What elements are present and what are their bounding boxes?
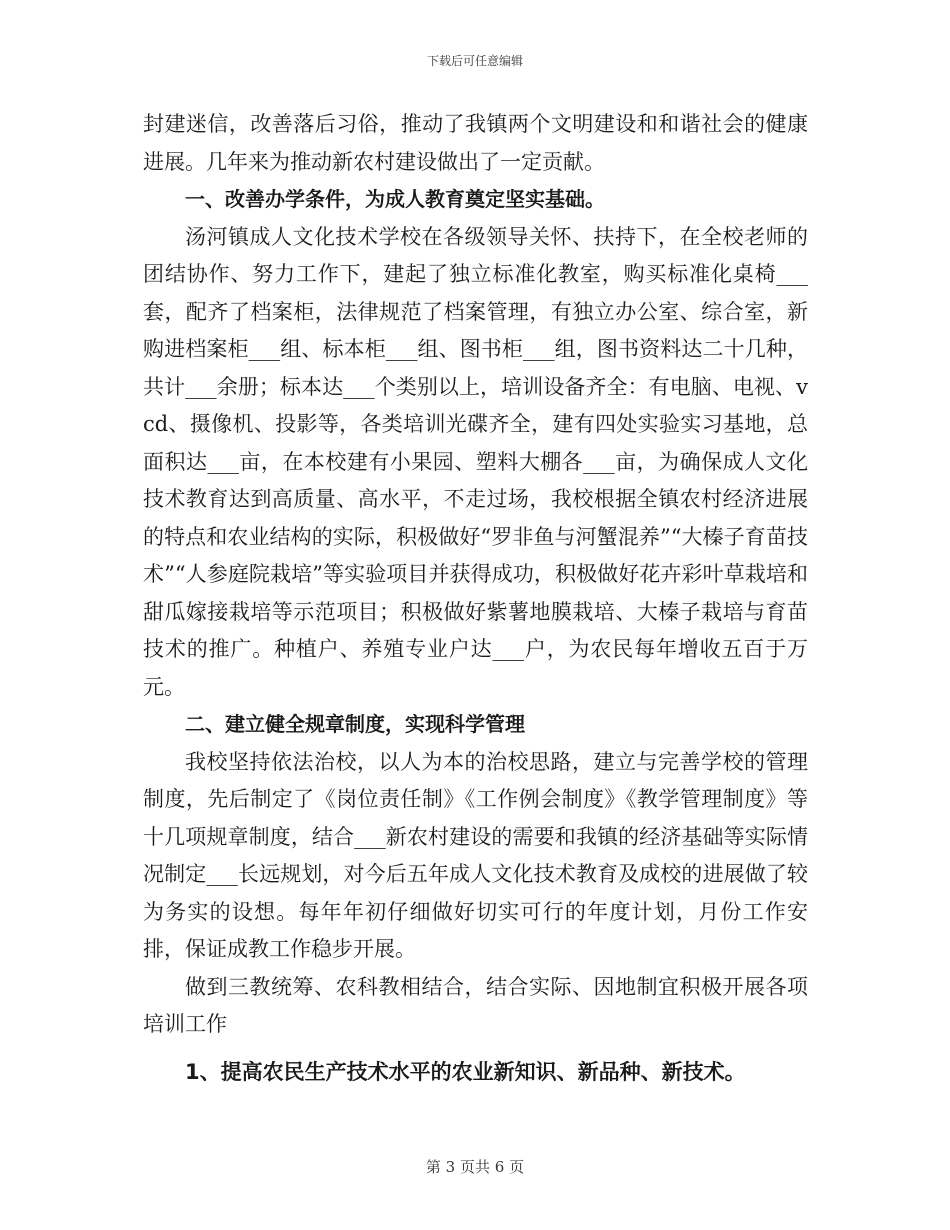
paragraph-management: 我校坚持依法治校，以人为本的治校思路，建立与完善学校的管理制度，先后制定了《岗位责任制》《工作例会制度》《教学管理制度》等十几项规章制度，结合___新农村建设的需要和我镇的经济基础等实际情况制定___长远规划，对今后五年成人文化技术教育及成校的进展做了较为务实的设想。每年年初仔细做好切实可行的年度计划，月份工作安排，保证成教工作稳步开展。 [143,749,808,961]
document-body [143,106,808,1091]
paragraph-continuation: 封建迷信，改善落后习俗，推动了我镇两个文明建设和和谐社会的健康进展。几年来为推动新农村建设做出了一定贡献。 [143,112,808,174]
page-footer: 第 3 页共 6 页 [425,1158,525,1176]
section-heading-2: 二、建立健全规章制度，实现科学管理 [185,712,525,736]
page-header: 下载后可任意编辑 [426,54,523,68]
paragraph-facilities: 汤河镇成人文化技术学校在各级领导关怀、扶持下，在全校老师的团结协作、努力工作下，建起了独立标准化教室，购买标准化桌椅___套，配齐了档案柜，法律规范了档案管理，有独立办公室、综合室，新购进档案柜___组、标本柜___组、图书柜___组，图书资料达二十几种，共计___余册；标本达___个类别以上，培训设备齐全：有电脑、电视、vcd、摄像机、投影等，各类培训光碟齐全，建有四处实验实习基地，总面积达___亩，在本校建有小果园、塑料大棚各___亩，为确保成人文化技术教育达到高质量、高水平，不走过场，我校根据全镇农村经济进展的特点和农业结构的实际，积极做好“罗非鱼与河蟹混养”“大榛子育苗技术”“人参庭院栽培”等实验项目并获得成功，积极做好花卉彩叶草栽培和甜瓜嫁接栽培等示范项目；积极做好紫薯地膜栽培、大榛子栽培与育苗技术的推广。种植户、养殖专业户达___户，为农民每年增收五百于万元。 [143,224,808,699]
paragraph-training: 做到三教统筹、农科教相结合，结合实际、因地制宜积极开展各项培训工作 [143,974,808,1036]
section-heading-1: 一、改善办学条件，为成人教育奠定坚实基础。 [185,187,605,211]
subsection-heading-1: 1、提高农民生产技术水平的农业新知识、新品种、新技术。 [185,1059,746,1084]
